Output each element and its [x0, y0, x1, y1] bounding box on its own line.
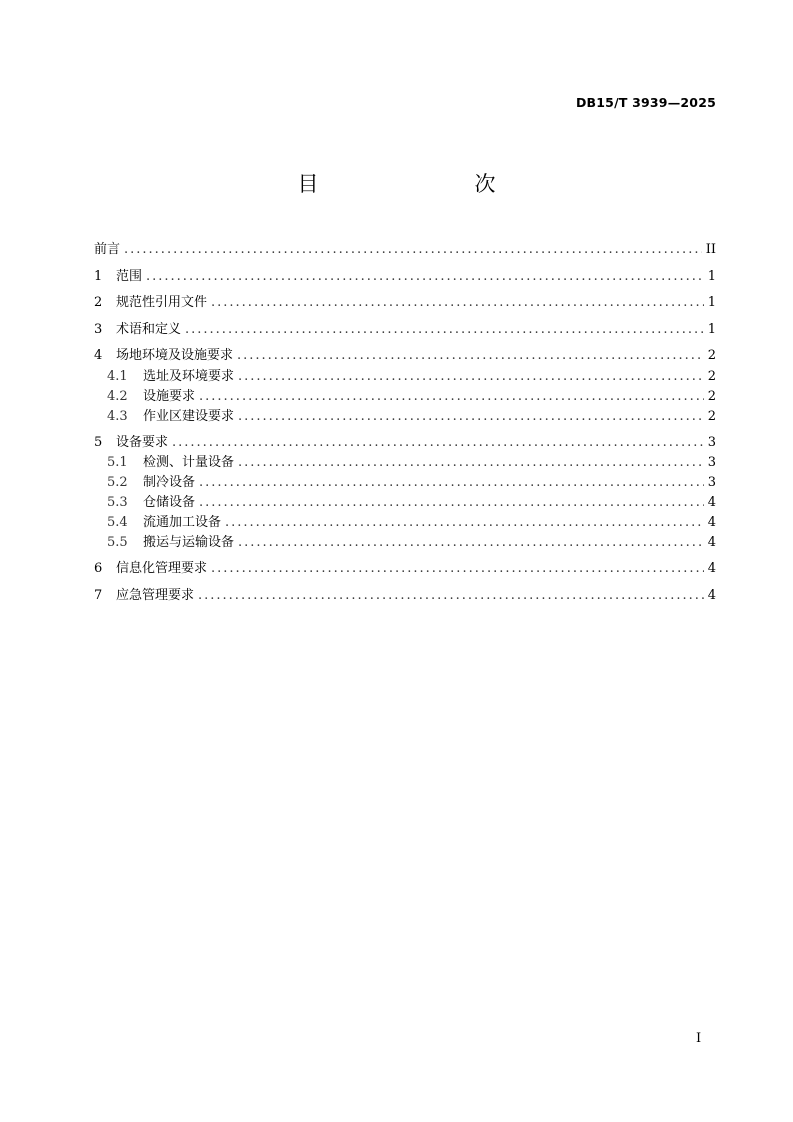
toc-leader: [198, 586, 704, 606]
toc-entry-4-2[interactable]: [94, 387, 716, 407]
toc-entry-page: 4: [707, 535, 716, 550]
toc-entry-number: 5.2: [107, 475, 128, 490]
toc-entry-page: II: [705, 242, 716, 257]
toc-entry-text: 流通加工设备: [143, 515, 222, 530]
toc-leader: [199, 473, 704, 493]
toc-entry-number: 4.2: [107, 388, 128, 404]
toc-entry-number: 6: [94, 561, 103, 576]
toc-entry-text: 设备要求: [116, 434, 169, 450]
toc-leader: [238, 367, 704, 387]
toc-leader: [211, 559, 704, 579]
toc-entry-text: 术语和定义: [116, 321, 182, 337]
toc-entry-page: 1: [707, 295, 716, 310]
toc-entry-page: 3: [707, 434, 716, 450]
toc-entry-number: 5.5: [107, 535, 128, 550]
toc-entry-text: 检测、计量设备: [143, 455, 235, 470]
toc-entry-page: 4: [707, 587, 716, 603]
toc-entry-5[interactable]: [94, 433, 716, 454]
toc-entry-number: 7: [94, 587, 103, 603]
toc-entry-number: 5.3: [107, 495, 128, 510]
toc-entry-text: 搬运与运输设备: [143, 535, 235, 550]
toc-leader: [199, 387, 704, 407]
toc-entry-number: 5: [94, 434, 103, 450]
toc-entry-number: 4: [94, 348, 103, 363]
toc-entry-text: 仓储设备: [143, 495, 196, 510]
toc-entry-text: 应急管理要求: [116, 587, 195, 603]
toc-entry-number: 3: [94, 321, 103, 337]
toc-entry-text: 设施要求: [143, 388, 196, 404]
toc-leader: [238, 453, 704, 473]
toc-entry-number: 4.3: [107, 408, 128, 424]
toc-leader: [237, 346, 704, 366]
toc-leader: [146, 267, 704, 287]
page-number: I: [696, 1031, 702, 1046]
toc-entry-3[interactable]: [94, 320, 716, 347]
page-title: 目 次: [297, 172, 534, 196]
toc-entry-number: 4.1: [107, 368, 128, 384]
toc-entry-page: 3: [707, 455, 716, 470]
toc-entry-5-1[interactable]: [94, 453, 716, 473]
toc-entry-page: 2: [707, 368, 716, 384]
toc-entry-page: 3: [707, 475, 716, 490]
toc-entry-page: 1: [707, 321, 716, 337]
toc-entry-text: 制冷设备: [143, 475, 196, 490]
toc-entry-text: 信息化管理要求: [116, 561, 208, 576]
toc-entry-page: 1: [707, 268, 716, 284]
toc-entry-number: 5.4: [107, 515, 128, 530]
toc-entry-7[interactable]: [94, 586, 716, 613]
toc-entry-number: 1: [94, 268, 103, 284]
toc-entry-number: 5.1: [107, 455, 128, 470]
toc-entry-1[interactable]: [94, 267, 716, 294]
toc-entry-page: 4: [707, 515, 716, 530]
toc-entry-5-3[interactable]: [94, 493, 716, 513]
toc-entry-text: 作业区建设要求: [143, 408, 235, 424]
toc-entry-text: 场地环境及设施要求: [116, 348, 234, 363]
table-of-contents: [94, 240, 716, 612]
toc-entry-4[interactable]: [94, 346, 716, 367]
toc-entry-number: 2: [94, 295, 103, 310]
toc-leader: [238, 533, 704, 553]
toc-leader: [124, 240, 702, 260]
toc-entry-text: 规范性引用文件: [116, 295, 208, 310]
toc-entry-4-3[interactable]: [94, 407, 716, 433]
toc-entry-page: 2: [707, 408, 716, 424]
toc-leader: [172, 433, 704, 453]
toc-entry-2[interactable]: [94, 293, 716, 320]
toc-entry-6[interactable]: [94, 559, 716, 586]
toc-leader: [199, 493, 704, 513]
toc-entry-foreword[interactable]: [94, 240, 716, 267]
toc-entry-page: 2: [707, 348, 716, 363]
toc-entry-5-2[interactable]: [94, 473, 716, 493]
toc-leader: [211, 293, 704, 313]
toc-entry-text: 范围: [116, 268, 143, 284]
toc-entry-5-4[interactable]: [94, 513, 716, 533]
toc-leader: [225, 513, 704, 533]
toc-entry-page: 4: [707, 495, 716, 510]
toc-entry-page: 2: [707, 388, 716, 404]
toc-entry-5-5[interactable]: [94, 533, 716, 559]
document-code: DB15/T 3939—2025: [575, 95, 716, 110]
toc-leader: [238, 407, 704, 427]
toc-entry-text: 选址及环境要求: [143, 368, 235, 384]
toc-leader: [185, 320, 704, 340]
toc-entry-text: 前言: [94, 242, 121, 257]
toc-entry-4-1[interactable]: [94, 367, 716, 387]
toc-entry-page: 4: [707, 561, 716, 576]
